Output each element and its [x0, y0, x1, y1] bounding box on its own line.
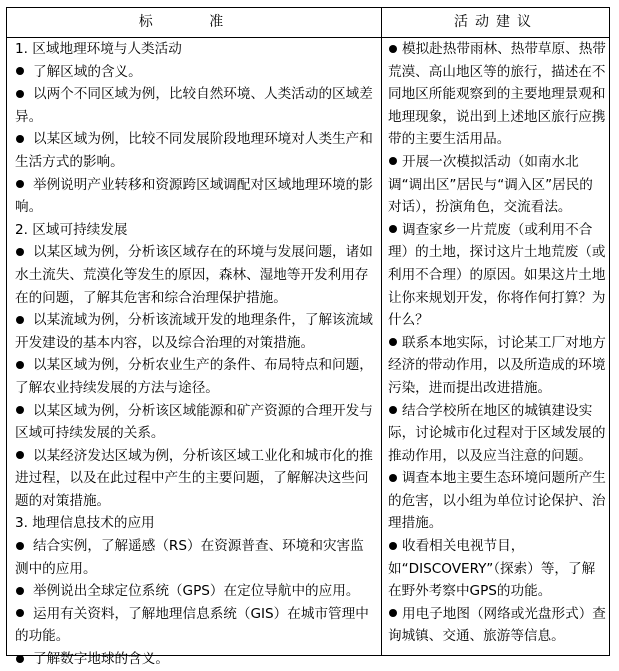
standards-column: [15, 38, 377, 671]
section-heading: 1. 区域地理环境与人类活动: [15, 41, 182, 57]
standard-item: 举例说出全球定位系统（GPS）在定位导航中的应用。: [15, 580, 377, 603]
activity-item: 调查本地主要生态环境问题所产生的危害，以小组为单位讨论保护、治理措施。: [388, 470, 606, 532]
activity-item: 联系本地实际，讨论某工厂对地方经济的带动作用，以及所造成的环境污染，进而提出改进措施。: [388, 334, 606, 396]
bullet-icon: [389, 225, 397, 233]
standard-item: 以某区域为例，分析农业生产的条件、布局特点和问题，了解农业持续发展的方法与途径。: [15, 357, 373, 396]
bullet-icon: [389, 157, 397, 165]
activity-item: 用电子地图（网络或光盘形式）查询城镇、交通、旅游等信息。: [388, 605, 606, 645]
bullet-icon: [389, 338, 397, 346]
standard-item: 以某区域为例，分析该区域能源和矿产资源的合理开发与区域可持续发展的关系。: [15, 402, 373, 442]
standard-item: 以两个不同区域为例，比较自然环境、人类活动的区域差异。: [15, 86, 373, 125]
activity-item: 调查家乡一片荒废（或利用不合理）的土地，探讨这片土地荒废（或利用不合理）的原因。如果这片土地让你来规划开发，你将作何打算？为什么？: [388, 221, 606, 329]
bullet-icon: [16, 90, 24, 98]
standard-item: 以某区域为例，分析该区域存在的环境与发展问题，诸如水土流失、荒漠化等发生的原因，森林、湿地等开发利用存在的问题，了解其危害和综合治理保护措施。: [15, 244, 373, 306]
standard-item: 结合实例，了解遥感（RS）在资源普查、环境和灾害监测中的应用。: [15, 538, 364, 577]
bullet-icon: [389, 609, 397, 617]
bullet-icon: [389, 406, 397, 414]
bullet-icon: [16, 655, 24, 663]
bullet-icon: [16, 542, 24, 550]
standard-item: 了解数字地球的含义。: [15, 648, 377, 671]
standards-table: [6, 7, 610, 668]
standard-item: 举例说明产业转移和资源跨区域调配对区域地理环境的影响。: [15, 176, 373, 216]
bullet-icon: [16, 316, 24, 324]
activity-item: 开展一次模拟活动（如南水北调“调出区”居民与“调入区”居民的对话），扮演角色，交流看法。: [388, 153, 593, 216]
section-heading: 2. 区域可持续发展: [15, 221, 128, 238]
standard-item: 以某区域为例，比较不同发展阶段地理环境对人类生产和生活方式的影响。: [15, 131, 373, 170]
bullet-icon: [16, 180, 24, 188]
bullet-icon: [16, 361, 24, 369]
header-standards: 标 准: [138, 14, 250, 30]
activity-item: 模拟赴热带雨林、热带草原、热带荒漠、高山地区等的旅行，描述在不同地区所能观察到的主要地理景观和地理现象，说出到上述地区旅行应携带的主要生活用品。: [388, 41, 606, 148]
header-activity-suggestions: 活动建议: [454, 14, 538, 30]
activity-item: 结合学校所在地区的城镇建设实际，讨论城市化过程对于区域发展的推动作用，以及应当注意的问题。: [388, 402, 606, 464]
standard-item: 运用有关资料，了解地理信息系统（GIS）在城市管理中的功能。: [15, 605, 369, 645]
bullet-icon: [16, 451, 24, 459]
standard-item: 了解区域的含义。: [15, 61, 377, 84]
bullet-icon: [389, 474, 397, 482]
table-header: [7, 8, 609, 38]
standard-item: 以某流域为例，分析该流域开发的地理条件，了解该流域开发建设的基本内容，以及综合治理的对策措施。: [15, 312, 373, 351]
bullet-icon: [389, 45, 397, 53]
bullet-icon: [16, 135, 24, 143]
activity-item: 收看相关电视节目，如“DISCOVERY”（探索）等，了解在野外考察中GPS的功能。: [388, 538, 596, 600]
column-divider: [381, 8, 382, 655]
bullet-icon: [16, 609, 24, 617]
activity-column: [388, 38, 606, 648]
standard-item: 以某经济发达区域为例，分析该区域工业化和城市化的推进过程，以及在此过程中产生的主要问题，了解解决这些问题的对策措施。: [15, 447, 373, 509]
bullet-icon: [16, 248, 24, 256]
bullet-icon: [16, 67, 24, 75]
section-heading: 3. 地理信息技术的应用: [15, 515, 155, 532]
bullet-icon: [16, 406, 24, 414]
bullet-icon: [16, 587, 24, 595]
bullet-icon: [389, 542, 397, 550]
